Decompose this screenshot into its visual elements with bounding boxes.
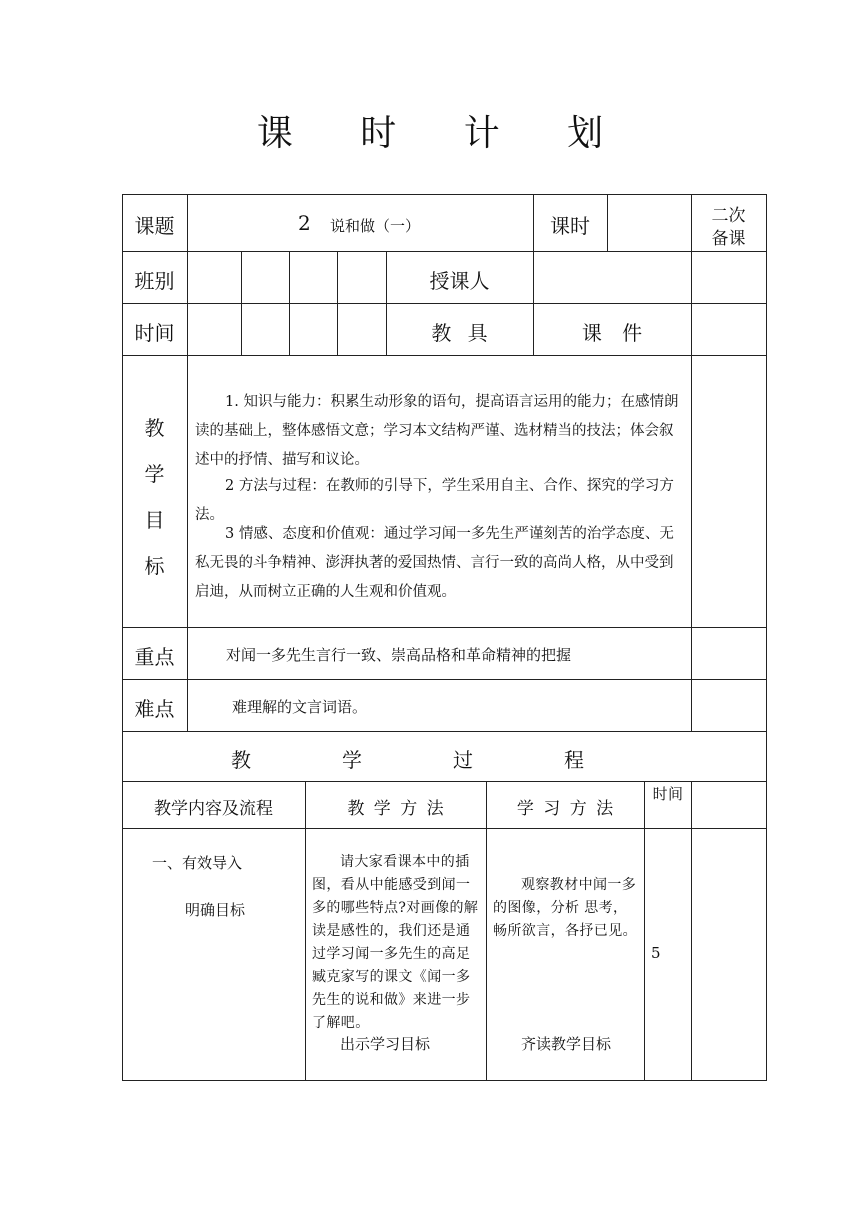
teaching-method-text: 请大家看课本中的插图，看从中能感受到闻一多的哪些特点?对画像的解读是感性的，我们还是通过学习闻一多先生的高足臧克家写的课文《闻一多先生的说和做》来进一步了解吧。 <box>312 854 479 1031</box>
key-point-text: 对闻一多先生言行一致、崇高品格和革命精神的把握 <box>226 646 572 664</box>
objectives-label-2: 学 <box>144 462 165 486</box>
objective-1: 1. 知识与能力：积累生动形象的语句，提高语言运用的能力；在感情朗读的基础上，整体感悟文意；学习本文结构严谨、选材精当的技法；体会叙述中的抒情、描写和议论。 <box>195 394 679 468</box>
difficulty-label: 难点 <box>134 697 175 721</box>
teacher-label: 授课人 <box>429 269 490 293</box>
objective-3: 3 情感、态度和价值观：通过学习闻一多先生严谨刻苦的治学态度、无私无畏的斗争精神、澎湃执著的爱国热情、言行一致的高尚人格，从中受到启迪，从而树立正确的人生观和价值观。 <box>195 526 674 600</box>
page-title: 课 时 计 划 <box>256 113 632 154</box>
class-label: 班别 <box>134 269 175 293</box>
col-content-header: 教学内容及流程 <box>154 799 273 819</box>
topic-label: 课题 <box>134 214 175 238</box>
process-title-2: 学 <box>342 748 362 772</box>
learning-method-text-2: 齐读教学目标 <box>521 1035 612 1053</box>
second-prep-line2: 备课 <box>711 229 746 249</box>
objectives-label-3: 目 <box>144 508 165 532</box>
process-title-4: 程 <box>564 748 584 772</box>
difficulty-text: 难理解的文言词语。 <box>232 698 368 716</box>
process-title-1: 教 <box>231 748 251 772</box>
col-teaching-header: 教 学 方 法 <box>347 799 444 819</box>
process-title-3: 过 <box>453 748 473 772</box>
key-point-label: 重点 <box>134 645 175 669</box>
period-label: 课时 <box>550 214 590 238</box>
teaching-method-text-2: 出示学习目标 <box>340 1035 431 1053</box>
objectives-label-1: 教 <box>144 416 165 440</box>
aids-label: 教 具 <box>431 321 488 345</box>
topic-name: 说和做（一） <box>330 217 421 235</box>
col-time-header: 时间 <box>652 785 684 803</box>
second-prep-line1: 二次 <box>711 206 746 226</box>
learning-method-text: 观察教材中闻一多的图像，分析 思考，畅所欲言，各抒已见。 <box>493 877 637 939</box>
time-value: 5 <box>651 944 661 962</box>
courseware-label: 课 件 <box>581 321 643 345</box>
content-step-1-sub: 明确目标 <box>185 901 246 919</box>
time-label: 时间 <box>134 321 175 345</box>
objectives-label-4: 标 <box>144 554 165 578</box>
topic-number: 2 <box>298 211 311 235</box>
col-learning-header: 学 习 方 法 <box>516 799 614 819</box>
content-step-1: 一、有效导入 <box>152 854 243 872</box>
objective-2: 2 方法与过程：在教师的引导下，学生采用自主、合作、探究的学习方法。 <box>195 478 674 523</box>
